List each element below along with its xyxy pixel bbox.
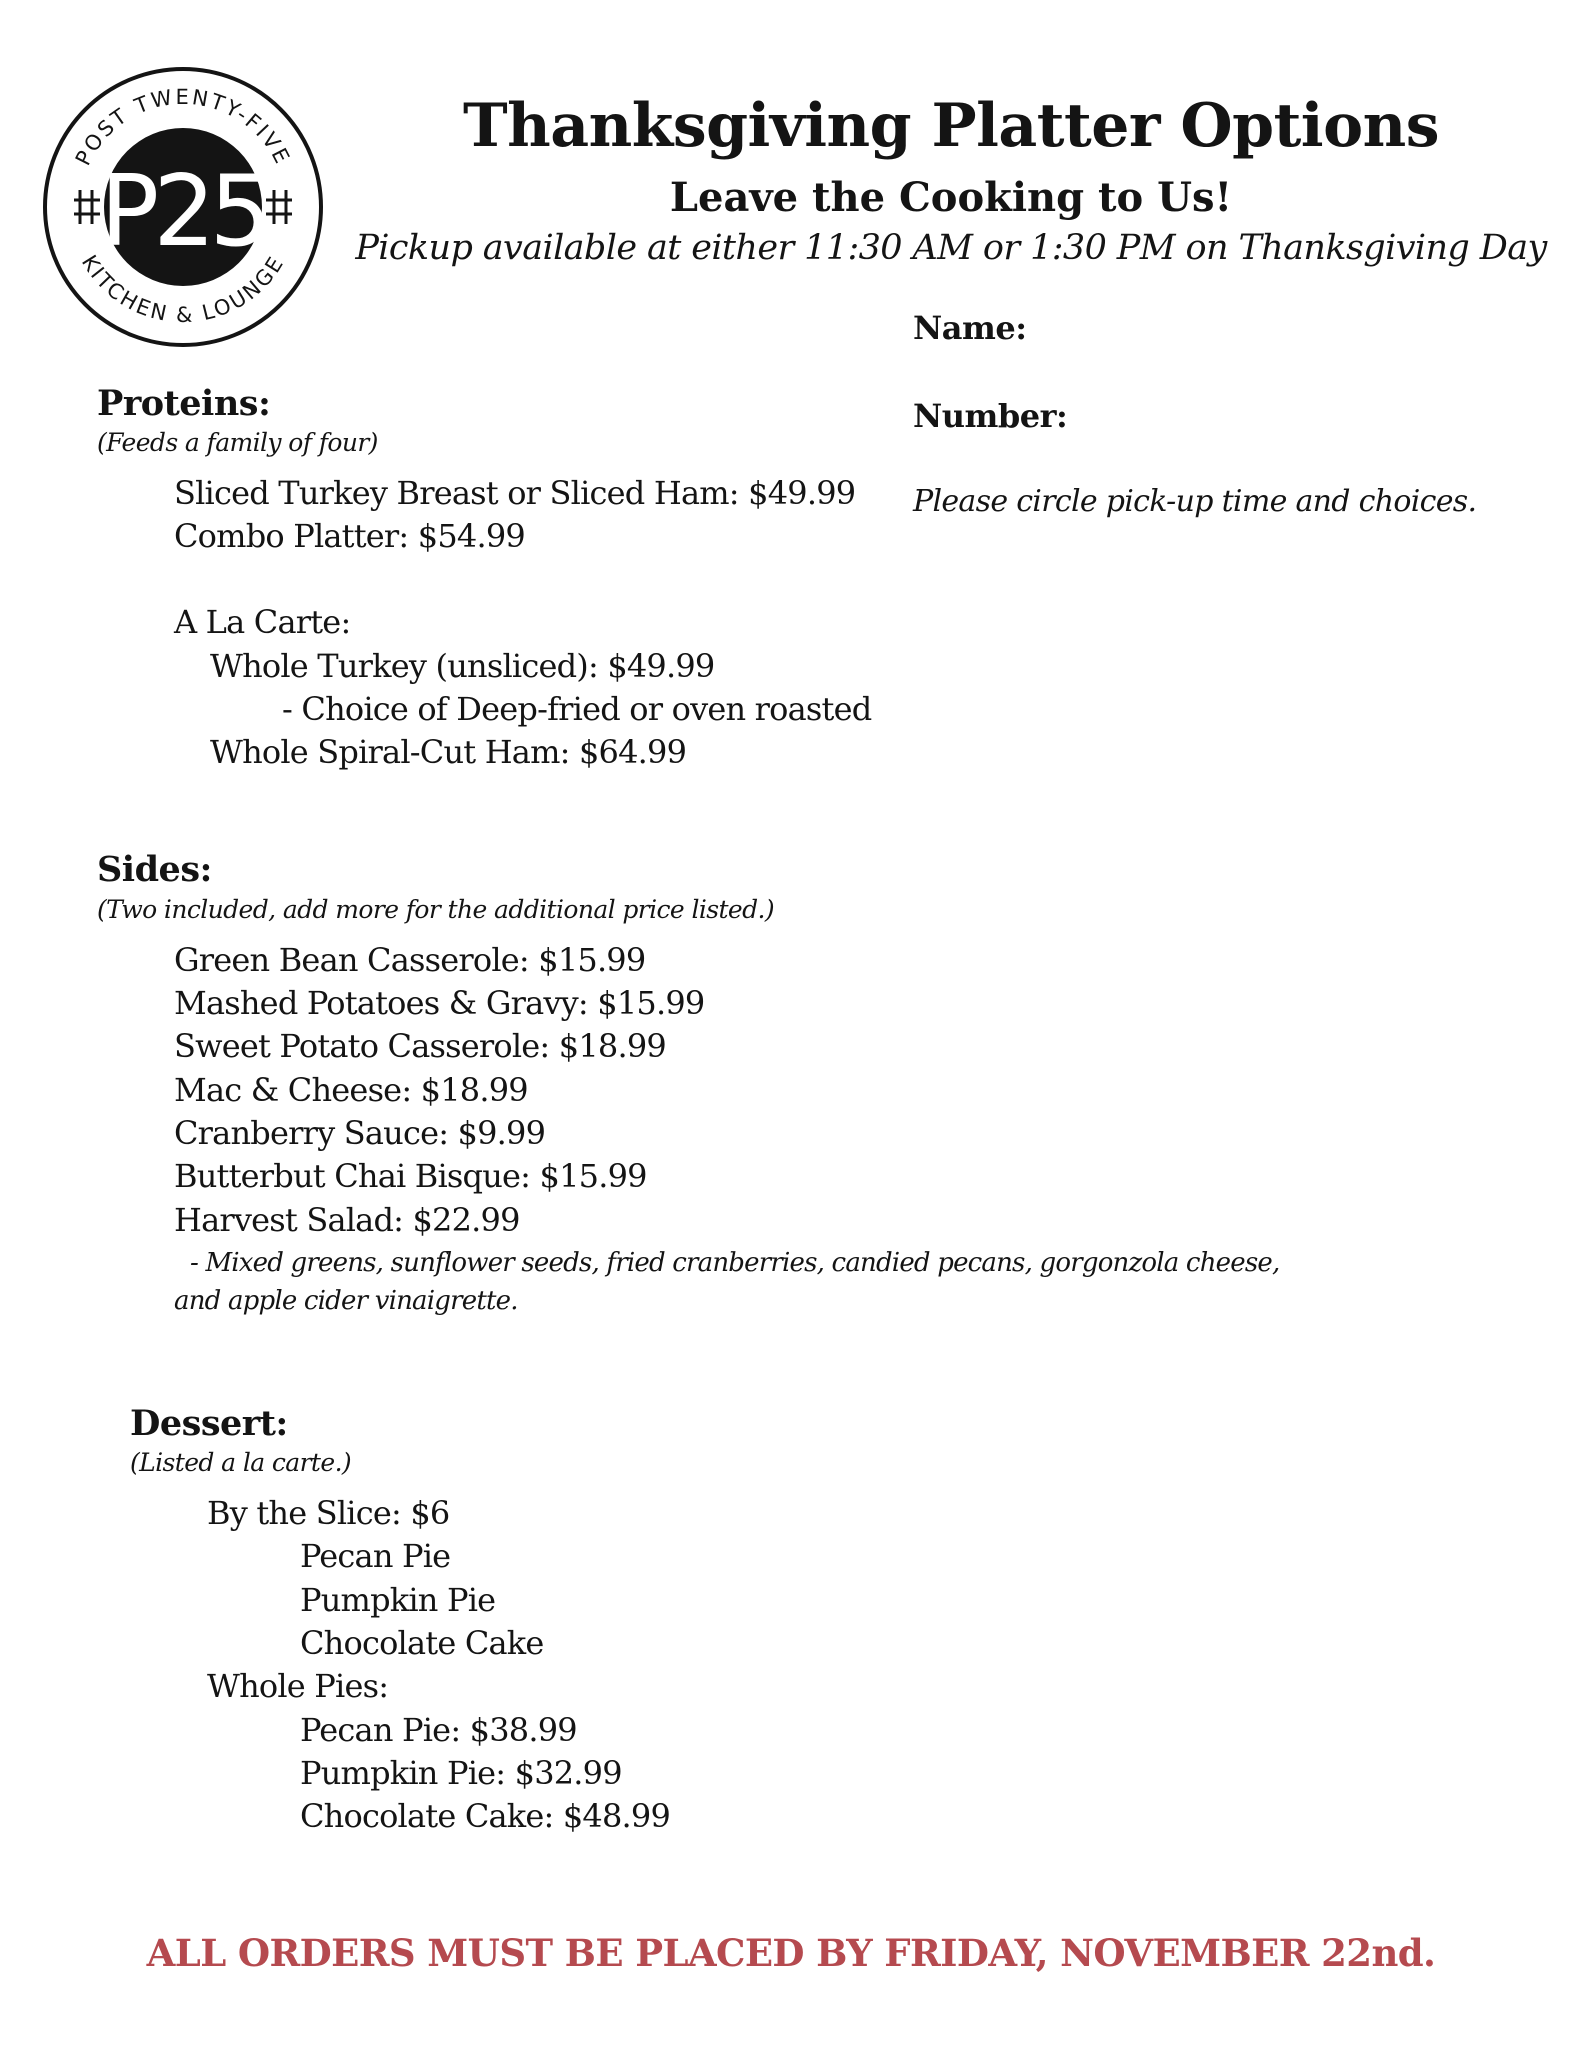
- page-subtitle: Leave the Cooking to Us!: [669, 174, 1233, 221]
- sides-heading: Sides:: [97, 849, 212, 890]
- proteins-heading: Proteins:: [97, 383, 271, 424]
- svg-text:POST TWENTY-FIVE: POST TWENTY-FIVE: [70, 84, 296, 170]
- salad-description-cont: and apple cider vinaigrette.: [174, 1286, 518, 1316]
- side-item: Cranberry Sauce: $9.99: [174, 1114, 546, 1152]
- whole-pie-item: Chocolate Cake: $48.99: [300, 1797, 671, 1835]
- restaurant-logo: [38, 62, 328, 352]
- order-deadline-notice: ALL ORDERS MUST BE PLACED BY FRIDAY, NOVEMBER 22nd.: [146, 1931, 1436, 1975]
- number-field-label: Number:: [913, 397, 1068, 435]
- slice-item: Chocolate Cake: [300, 1624, 544, 1662]
- name-field-label: Name:: [913, 309, 1027, 347]
- slice-item: Pecan Pie: [300, 1537, 451, 1575]
- circle-instruction: Please circle pick-up time and choices.: [913, 484, 1477, 519]
- svg-text:P25: P25: [100, 155, 266, 269]
- a-la-carte-label: A La Carte:: [174, 603, 351, 641]
- pickup-info: Pickup available at either 11:30 AM or 1:30 PM on Thanksgiving Day: [355, 228, 1547, 268]
- by-the-slice-label: By the Slice: $6: [207, 1494, 450, 1532]
- side-item: Sweet Potato Casserole: $18.99: [174, 1027, 666, 1065]
- side-item: Green Bean Casserole: $15.99: [174, 941, 646, 979]
- page-title: Thanksgiving Platter Options: [462, 91, 1440, 161]
- turkey-choice-note: - Choice of Deep-fried or oven roasted: [282, 690, 872, 728]
- protein-item: Combo Platter: $54.99: [174, 517, 525, 555]
- side-item: Mashed Potatoes & Gravy: $15.99: [174, 984, 705, 1022]
- side-item: Butterbut Chai Bisque: $15.99: [174, 1157, 647, 1195]
- protein-item: Sliced Turkey Breast or Sliced Ham: $49.99: [174, 474, 856, 512]
- side-item: Mac & Cheese: $18.99: [174, 1071, 528, 1109]
- whole-turkey-item: Whole Turkey (unsliced): $49.99: [210, 647, 715, 685]
- whole-pie-item: Pecan Pie: $38.99: [300, 1711, 577, 1749]
- dessert-heading: Dessert:: [130, 1403, 288, 1444]
- salad-description: - Mixed greens, sunflower seeds, fried cranberries, candied pecans, gorgonzola cheese,: [190, 1248, 1280, 1278]
- svg-text:KITCHEN & LOUNGE: KITCHEN & LOUNGE: [76, 250, 290, 328]
- proteins-note: (Feeds a family of four): [97, 428, 378, 457]
- spiral-ham-item: Whole Spiral-Cut Ham: $64.99: [210, 733, 687, 771]
- side-item: Harvest Salad: $22.99: [174, 1201, 520, 1239]
- whole-pies-label: Whole Pies:: [207, 1667, 389, 1705]
- sides-note: (Two included, add more for the additional price listed.): [97, 895, 775, 924]
- slice-item: Pumpkin Pie: [300, 1581, 496, 1619]
- whole-pie-item: Pumpkin Pie: $32.99: [300, 1754, 622, 1792]
- dessert-note: (Listed a la carte.): [130, 1448, 352, 1477]
